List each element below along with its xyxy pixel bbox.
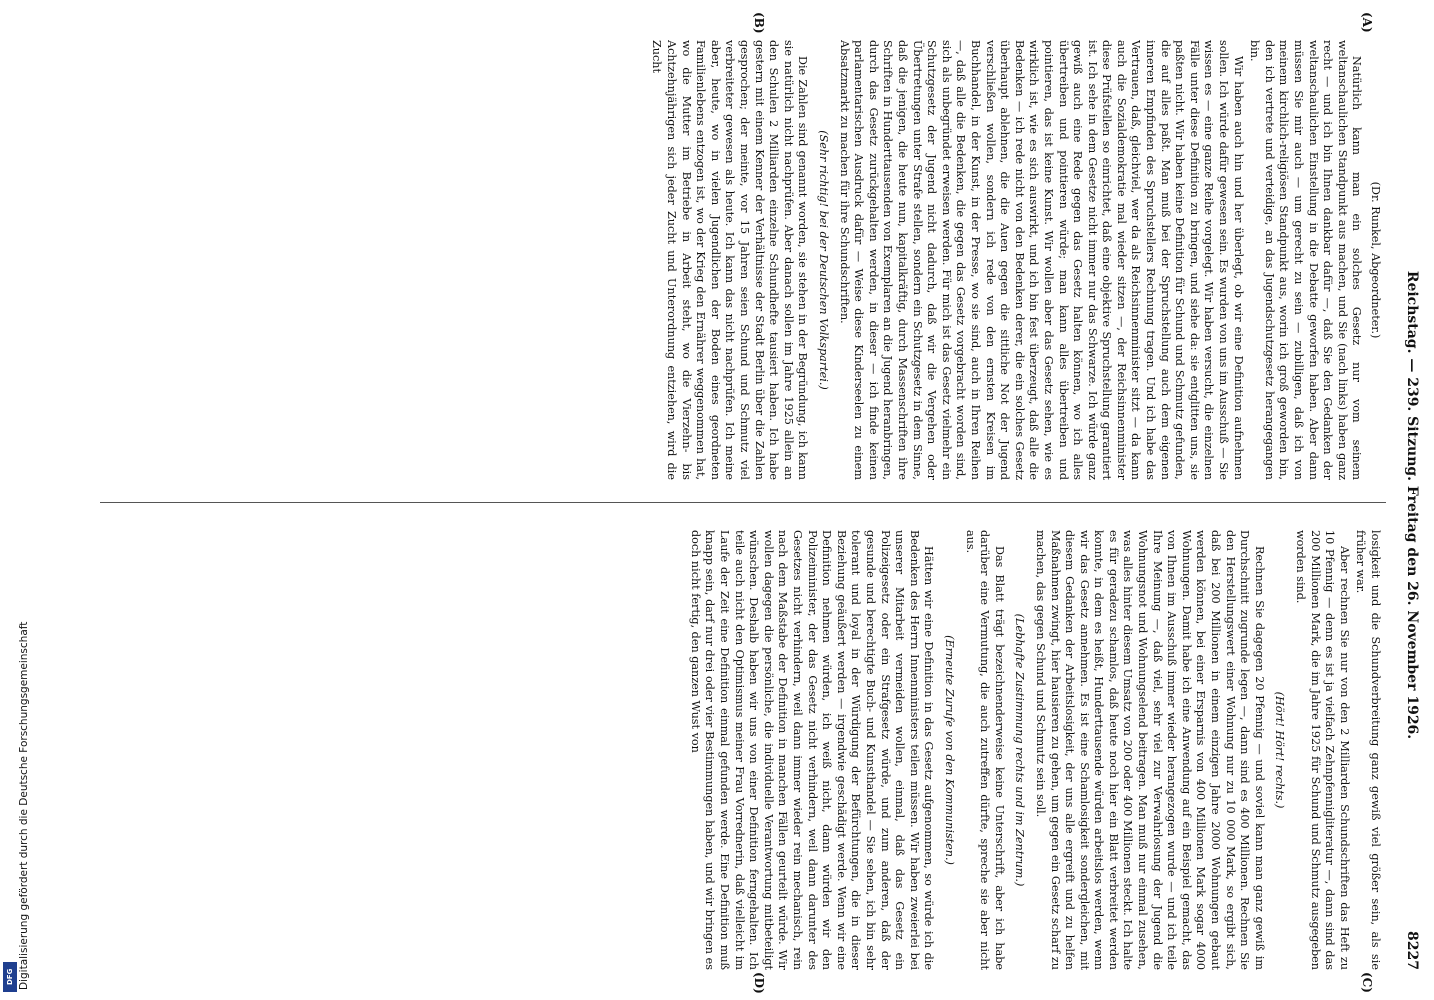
running-head: Reichstag. — 239. Sitzung. Freitag den 26. November 1926. [1404, 270, 1420, 740]
margin-marker-d: (D) [752, 972, 766, 994]
margin-marker-b: (B) [752, 12, 766, 34]
interjection: (Hört! Hört! rechts.) [1273, 691, 1287, 809]
interjection: (Sehr richtig! bei der Deutschen Volkspartei.) [817, 130, 831, 390]
page-number: 8227 [1404, 931, 1420, 970]
paragraph: Rechnen Sie dagegen 20 Pfennig — und soviel kann man ganz gewiß im Durchschnitt zugrunde legen —, dann sind es 400 Millionen. Rechnen Sie den Herstellungswert einer Wohnung nur zu 10 000 Mark, so ergibt sich, daß bei 200 Millionen in einem einzigen Jahre 2000 Wohnungen gebaut werden können, bei einer Ersparnis von 400 Millionen Mark sogar 4000 Wohnungen. Damit habe ich eine Anwendung auf ein Beispiel gemacht, das von Ihnen im Ausschuß immer wieder herangezogen wurde — und ich teile Ihre Meinung —, daß viel, sehr viel zur Verwahrlosung der Jugend die Wohnungsnot und Wohnungselend beitragen. Man muß nur einmal zusehen, was alles hinter diesem Umsatz von 200 oder 400 Millionen steckt. Ich halte es für geradezu schamlos, daß heute noch hier ein Blatt verbreitet werden konnte, in dem es heißt, Hunderttausende würden arbeitslos werden, wenn wir das Gesetz annehmen. Es ist eine Schamlosigkeit sondergleichen, mit diesem Gedanken der Arbeitslosigkeit, der uns alle ergreift und zu helfen Maßnahmen zwingt, hier hausieren zu gehen, um gegen ein Gesetz scharf zu machen, das gegen Schund und Schmutz sein soll. [1033, 530, 1266, 970]
paragraph: Wir haben auch hin und her überlegt, ob wir eine Definition aufnehmen sollen. Ich würde dafür gewesen sein. Es wurden von uns im Ausschuß — Sie wissen es — eine ganze Reihe vorgelegt. Wir haben versucht, die einzelnen Fälle unter diese Definition zu bringen, und siehe da: sie entglitten uns, sie paßten nicht. Wir haben keine Definition für Schund und Schmutz gefunden, die auf alles paßt. Man muß bei der Spruchstellung auch dem eigenen inneren Empfinden des Spruchstellers Rechnung tragen. Und ich habe das Vertrauen, daß, gleichviel, wer da als Reichsinnenminister sitzt — da kann auch die Sozialdemokratie mal wieder sitzen —, der Reichsinnenminister diese Prüfstellen so einrichtet, daß eine objektive Spruchstellung garantiert ist. Ich sehe in dem Gesetze nicht immer nur das Schwarze. Ich würde ganz gewiß auch eine Rede gegen das Gesetz halten können, wo ich alles übertreiben und pointieren würde; man kann alles übertreiben und pointieren, das ist keine Kunst. Wir wollen aber das Gesetz sehen, wie es wirklich ist, wie es sich auswirkt, und ich bin fest überzeugt, daß alle die Bedenken — ich rede nicht von den Bedenken derer, die ein solches Gesetz überhaupt ablehnen, die die Auen gegen die sittliche Not der Jugend verschließen wollen, sondern ich rede von den ernsten Kreisen im Buchhandel, in der Kunst, in der Presse, wo sie sind, auch in Ihren Reihen —, daß alle die Bedenken, die gegen das Gesetz vorgebracht worden sind, sich als unbegründet erweisen werden. Für mich ist das Gesetz vielmehr ein Schutzgesetz der Jugend nicht dadurch, daß wir die Vergehen oder Übertretungen unter Strafe stellen, sondern ein Schutzgesetz in dem Sinne, daß die jenigen, die heute nun, kapitalkräftig, durch Massenschriften ihre Schriften in Hunderttausenden von Exemplaren an die Jugend heranbringen, durch das Gesetz zurückgehalten werden, in dieser — ich finde keinen parlamentarischen Ausdruck dafür — Weise diese Kinderseelen zu einem Absatzmarkt zu machen für ihre Schundschriften. [837, 40, 1245, 480]
interjection: (Lebhafte Zustimmung rechts und im Zentrum.) [1013, 613, 1027, 887]
page-header [1398, 40, 1422, 970]
speaker-line: (Dr. Runkel, Abgeordneter.) [1369, 181, 1382, 339]
column-divider [100, 502, 1386, 503]
paragraph: Hätten wir eine Definition in das Gesetz aufgenommen, so würde ich die Bedenken des Herrn Innenministers teilen müssen. Wir haben zweierlei bei unserer Mitarbeit vermeiden wollen, einmal, daß das Gesetz ein Polizeigesetz oder ein Strafgesetz würde, und zum anderen, daß der gesunde und berechtigte Buch- und Kunsthandel — Sie sehen, ich bin sehr tolerant und loyal in der Würdigung der Befürchtungen, die in dieser Beziehung geäußert werden — irgendwie geschädigt werde. Wenn wir eine Definition nehmen würden, ich weiß nicht, dann würden wir den Polizeiminister, der das Gesetz nicht verhindern, weil dann darunter des Gesetzes nicht verhindern, weil dann immer wieder rein mechanisch, rein nach dem Maßstabe der Definition in manchen Fällen geurteilt würde. Wir wollen dagegen die persönliche, die individuelle Verantwortung mitbeteiligt wünschen. Deshalb haben wir uns von einer Definition ferngehalten. Ich teile auch nicht den Optimismus meiner Frau Vorrednerin, daß vielleicht im Laufe der Zeit eine Definition einmal gefunden werde. Eine Definition muß knapp sein, darf nur drei oder vier Bestimmungen haben, und wir bringen es doch nicht fertig, den ganzen Wust von [688, 530, 936, 970]
paragraph: Aber rechnen Sie nur von den 2 Milliarden Schundschriften das Heft zu 10 Pfennig — denn es ist ja vielfach Zehnpfennigliteratur —, dann sind das 200 Millionen Mark, die im Jahre 1925 für Schund und Schmutz ausgegeben worden sind. [1294, 530, 1351, 970]
paragraph: losigkeit und die Schundverbreitung ganz gewiß viel größer sein, als sie früher war. [1354, 530, 1382, 970]
interjection: (Erneute Zurufe von den Kommunisten.) [942, 635, 956, 865]
dfg-logo-icon: DFG [3, 962, 17, 992]
paragraph: Natürlich kann man ein solches Gesetz nur vom seinem weltanschaulichen Standpunkt aus machen, und Sie (nach links) haben ganz recht — und ich bin Ihnen dankbar dafür —, daß Sie den Gedanken der weltanschaulichen Einstellung in die Debatte geworfen haben. Aber dann müssen Sie mir auch — um gerecht zu sein — zubilligen, daß ich von meinem kirchlich-religiösen Standpunkt aus, worin ich groß geworden bin, den ich vertrete und verteidige, an das Jugendschutzgesetz herangegangen bin. [1248, 40, 1364, 480]
paragraph: Das Blatt trägt bezeichnenderweise keine Unterschrift, aber ich habe darüber eine Vermutung, die auch zutreffen dürfte, spreche sie aber nicht aus. [963, 530, 1006, 970]
credit-text: Digitalisierung gefördert durch die Deutsche Forschungsgemeinschaft [18, 621, 30, 990]
credit-strip [0, 0, 30, 1000]
credit-line [2, 0, 30, 1000]
column-right [90, 530, 1382, 970]
paragraph: Die Zahlen sind genannt worden, sie stehen in der Begründung, ich kann sie natürlich nicht nachprüfen. Aber danach sollen im Jahre 1925 allein an den Schulen 2 Milliarden einzelne Schundhefte tausiert haben. Ich habe gestern mit einem Kenner der Verhältnisse der Stadt Berlin über die Zahlen gesprochen; der meinte, vor 15 Jahren seien Schund und Schmutz viel verbreiteter gewesen als heute. Ich kann das nicht nachprüfen. Ich meine aber, heute, wo in vielen Jugendlichen der Boden eines geordneten Familienlebens entzogen ist, wo der Krieg den Ernährer weggenommen hat, wo die Mutter im Betriebe in Arbeit steht, wo die Vierzehn- bis Achtzehnjährigen sich jeder Zucht und Unterordnung entziehen, wird die Zucht [650, 40, 810, 480]
margin-marker-a: (A) [1360, 12, 1374, 33]
margin-marker-c: (C) [1360, 972, 1374, 993]
column-left [90, 40, 1382, 480]
